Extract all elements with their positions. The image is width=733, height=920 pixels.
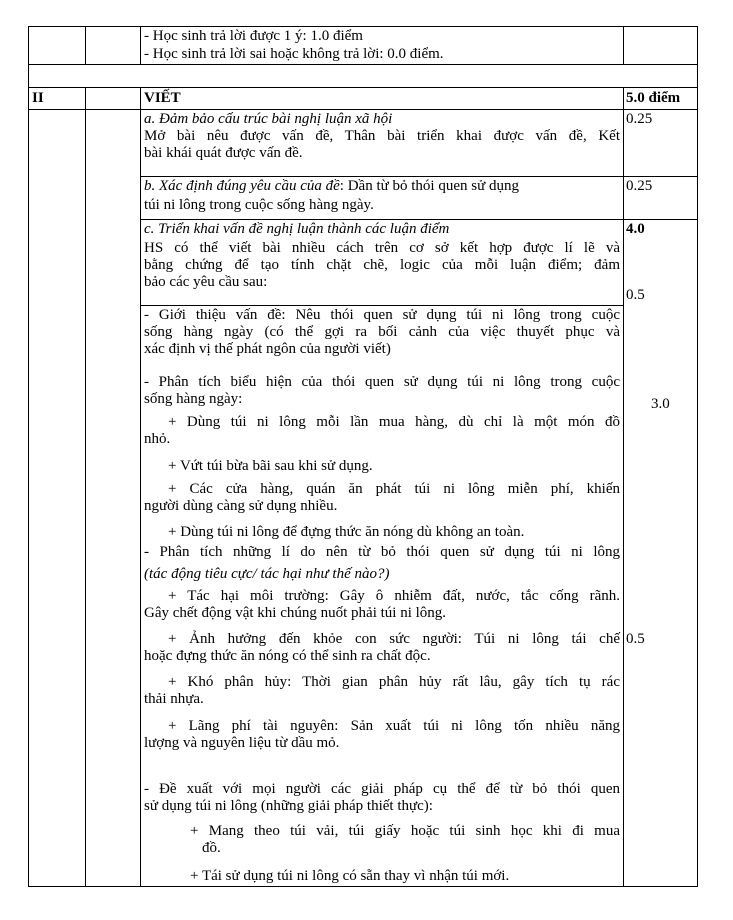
row-divider [140,176,697,177]
row-divider [140,219,697,220]
text-line: lượng và nguyên liệu từ dầu mỏ. [144,735,340,751]
criterion-a-text [144,128,620,162]
proposal-item-2: + Tái sử dụng túi ni lông có sẵn thay vì nhận túi mới. [190,868,510,884]
text-line: - Phân tích những lí do nên từ bỏ thói quen sử dụng túi ni lông [144,544,620,560]
text-line: bảo các yêu cầu sau: [144,274,268,290]
reasons-item-3 [144,674,620,708]
column-divider [85,26,86,65]
text-line: + Mang theo túi vải, túi giấy hoặc túi sinh học khi đi mua [190,823,620,839]
analysis-score: 3.0 [651,396,670,412]
table-border-right [697,26,698,887]
section-title: VIẾT [144,90,181,106]
text-line: nhỏ. [144,431,171,447]
top-line-1: - Học sinh trả lời được 1 ý: 1.0 điểm [144,28,363,44]
text-line: sống hàng ngày: [144,391,243,407]
criterion-c-heading: c. Triển khai vấn đề nghị luận thành các luận điểm [144,221,450,237]
analysis-item-1 [144,414,620,448]
text-line: + Khó phân hủy: Thời gian phân hủy rất lâu, gây tích tụ rác [168,674,620,690]
text-line: sử dụng túi ni lông (những giải pháp thiết thực): [144,798,433,814]
text-line: xác định vị thế phát ngôn của người viết) [144,341,391,357]
text-line: - Giới thiệu vấn đề: Nêu thói quen sử dụng túi ni lông trong cuộc [144,307,620,323]
text-line: hoặc đựng thức ăn nóng có thể sinh ra chất độc. [144,648,431,664]
column-divider [623,87,624,887]
criterion-c-text [144,240,620,291]
section-total-score: 5.0 điểm [626,90,681,106]
text-line: + Dùng túi ni lông mỗi lần mua hàng, dù chỉ là một món đồ [168,414,620,430]
column-divider [140,26,141,65]
text-line: bằng chứng để tạo tính chặt chẽ, logic của mỗi luận điểm; đảm [144,257,620,273]
text-line: sống hàng ngày (có thể gợi ra bối cảnh của việc thuyết phục và [144,324,620,340]
analysis-item-3 [144,481,620,515]
text-line: + Ảnh hưởng đến khỏe con sức người: Túi ni lông tái chế [168,631,620,647]
column-divider [623,26,624,65]
text-line: + Lãng phí tài nguyên: Sản xuất túi ni lông tốn nhiều năng [168,718,620,734]
row-divider [140,305,623,306]
analysis-item-4: + Dùng túi ni lông để đựng thức ăn nóng dù không an toàn. [168,524,525,540]
reasons-item-4 [144,718,620,752]
table-border-bottom [28,886,697,887]
proposal-item-1 [190,823,620,857]
criterion-b-heading-rest: : Dần từ bỏ thói quen sử dụng [339,178,519,194]
analysis-item-2: + Vứt túi bừa bãi sau khi sử dụng. [168,458,373,474]
criterion-b-heading-line [144,178,519,195]
table-border-top [28,26,697,27]
reasons-item-2 [144,631,620,665]
text-line: HS có thể viết bài nhiều cách trên cơ sở kết hợp được lí lẽ và [144,240,620,256]
reasons-item-1 [144,588,620,622]
table-border-left [28,26,29,887]
criterion-b-heading: b. Xác định đúng yêu cầu của đề [144,178,340,194]
text-line: đồ. [202,840,221,856]
criterion-b-score: 0.25 [626,178,653,194]
reasons-score: 0.5 [626,631,645,647]
criterion-b-text: túi ni lông trong cuộc sống hàng ngày. [144,197,374,213]
intro-paragraph [144,307,620,358]
row-divider [28,87,697,88]
criterion-c-score-main: 4.0 [626,221,645,237]
reasons-heading [144,544,620,561]
text-line: Mở bài nêu được vấn đề, Thân bài triển khai được vấn đề, Kết [144,128,620,144]
text-line: Gây chết động vật khi chúng nuốt phải túi ni lông. [144,605,447,621]
text-line: thải nhựa. [144,691,204,707]
text-line: người dùng càng sử dụng nhiều. [144,498,338,514]
text-line: - Phân tích biểu hiện của thói quen sử dụng túi ni lông trong cuộc [144,374,620,390]
text-line: bài khái quát được vấn đề. [144,145,303,161]
text-line: - Đề xuất với mọi người các giải pháp cụ thể để từ bỏ thói quen [144,781,620,797]
row-divider [28,109,697,110]
row-divider [28,64,697,65]
criterion-c-score-sub: 0.5 [626,287,645,303]
criterion-a-heading: a. Đảm bảo cấu trúc bài nghị luận xã hội [144,111,393,127]
section-number: II [32,90,44,106]
analysis-heading [144,374,620,408]
column-divider [140,87,141,887]
proposal-heading [144,781,620,815]
criterion-a-score: 0.25 [626,111,653,127]
text-line: + Tác hại môi trường: Gây ô nhiễm đất, nước, tắc cống rãnh. [168,588,620,604]
column-divider [85,87,86,887]
text-line: + Các cửa hàng, quán ăn phát túi ni lông miễn phí, khiến [168,481,620,497]
reasons-note: (tác động tiêu cực/ tác hại như thế nào?) [144,566,390,582]
top-line-2: - Học sinh trả lời sai hoặc không trả lời: 0.0 điểm. [144,46,444,62]
